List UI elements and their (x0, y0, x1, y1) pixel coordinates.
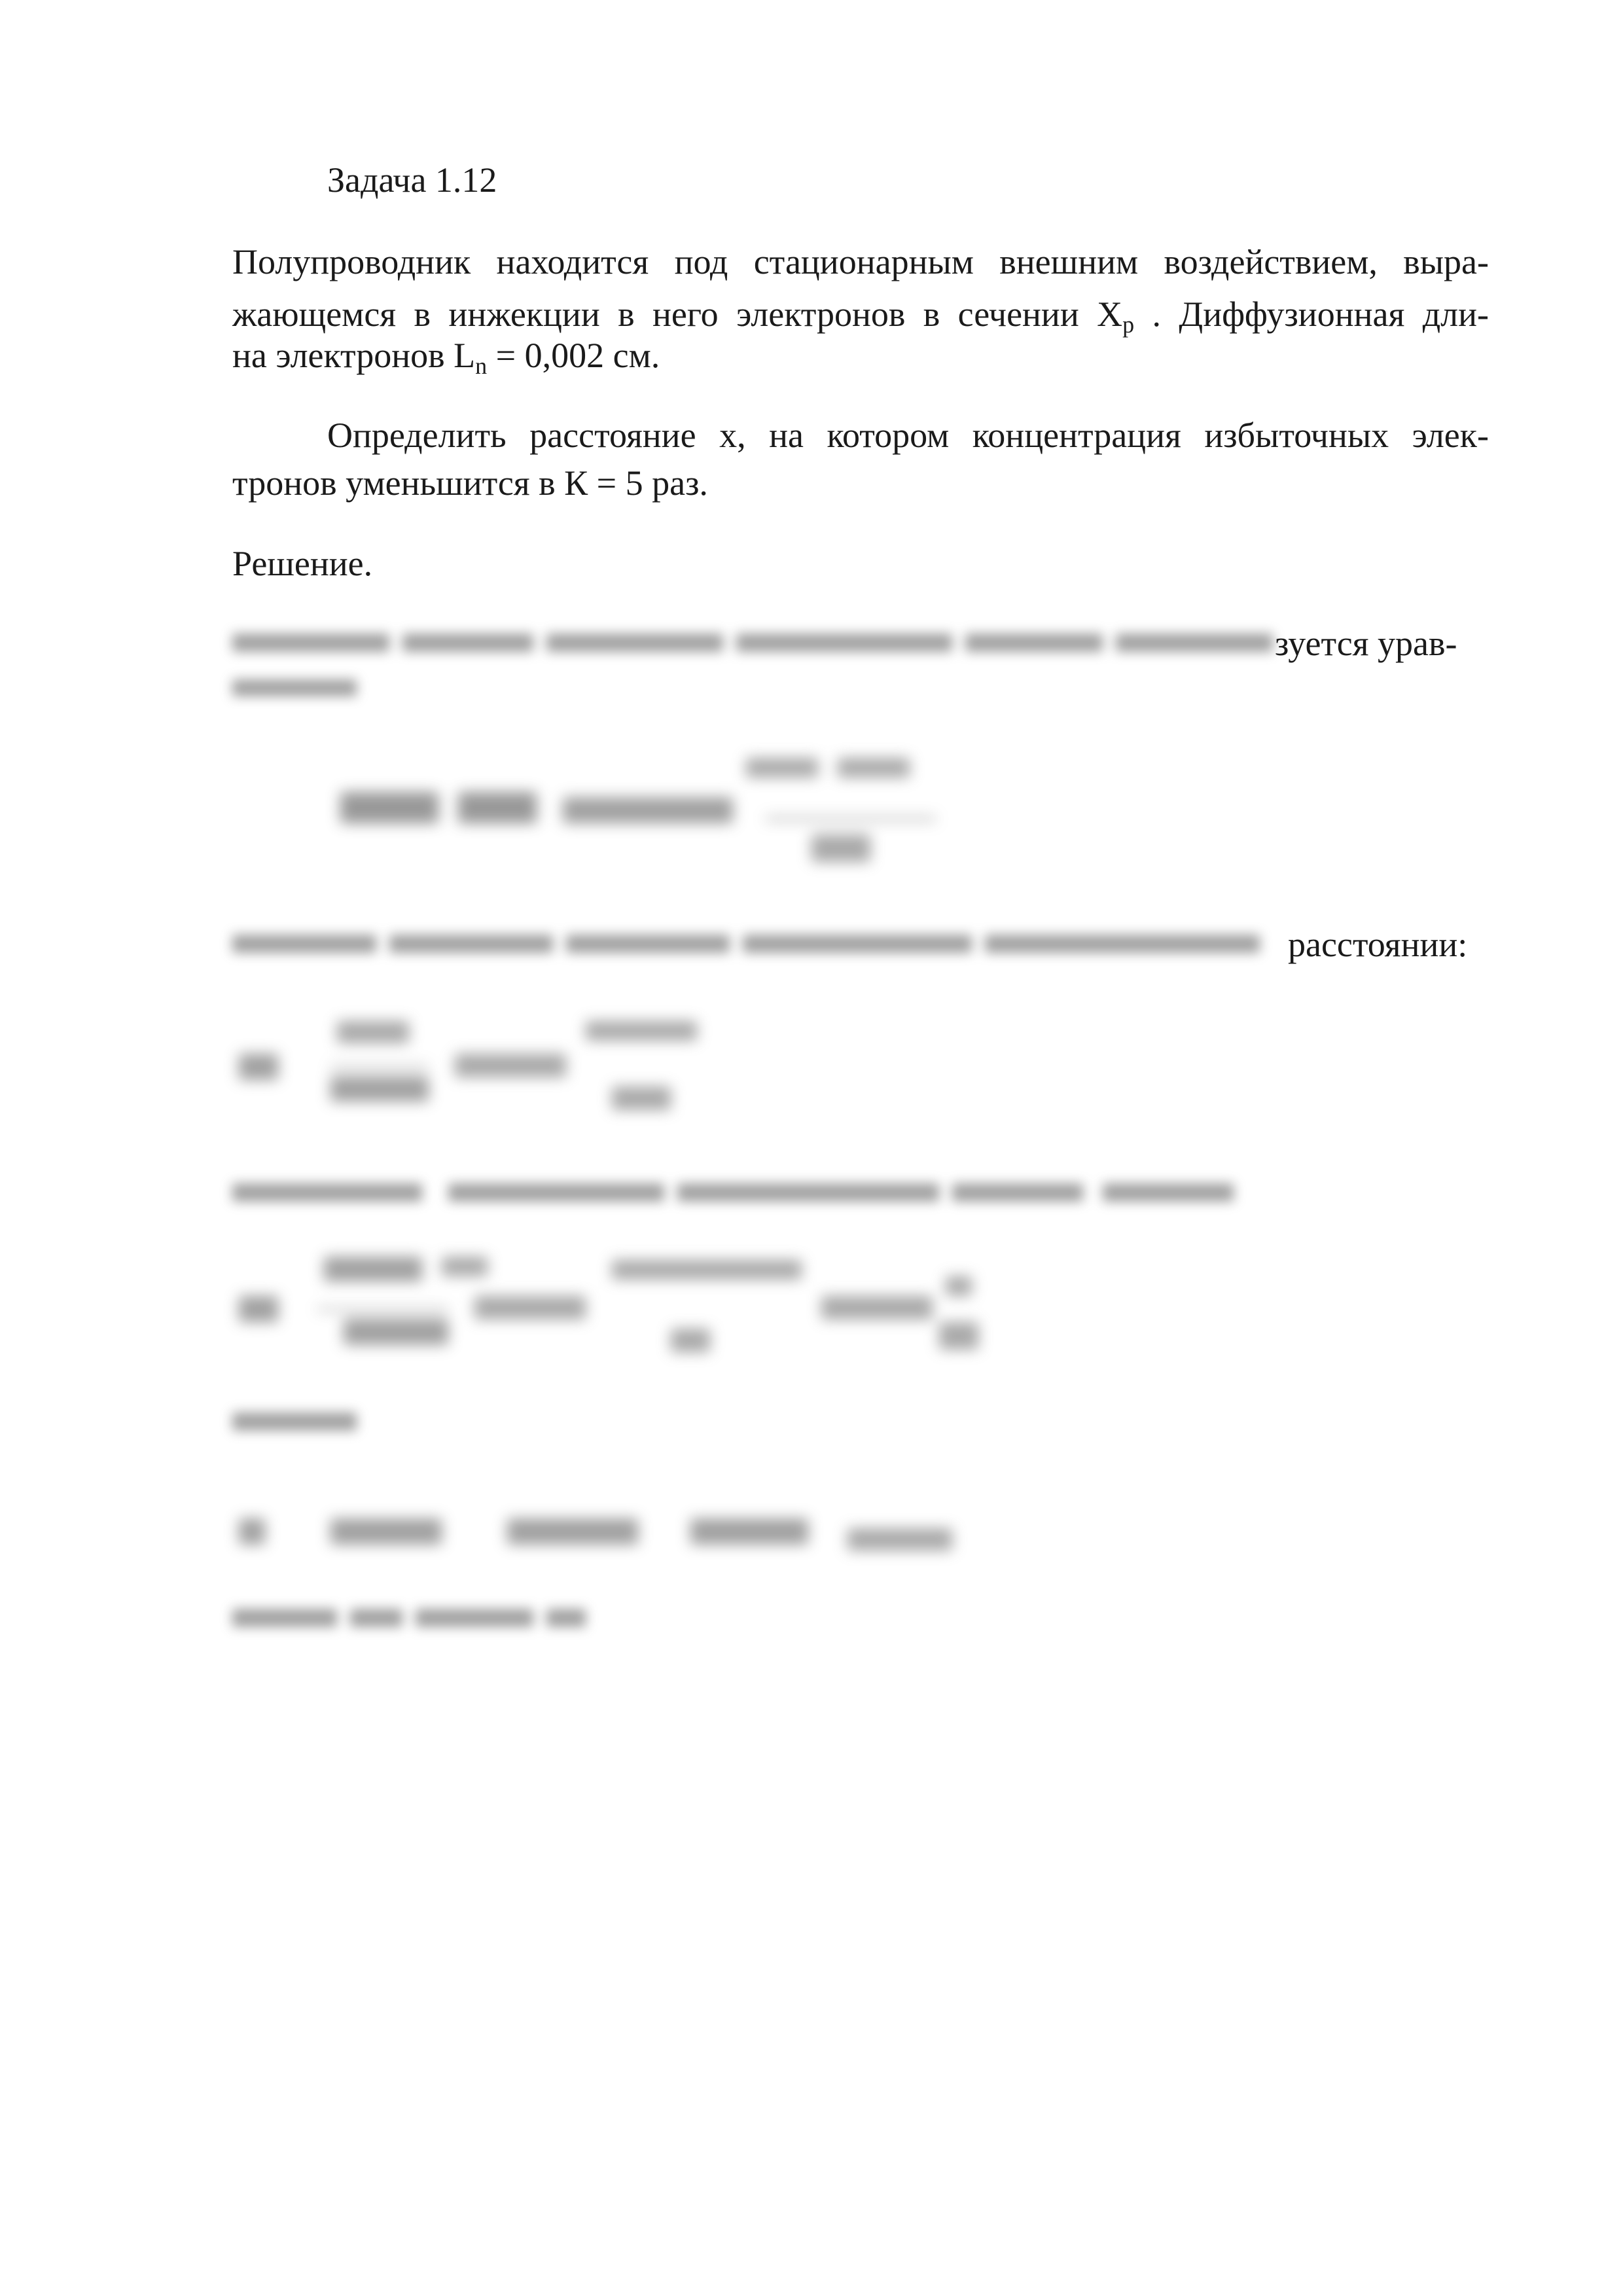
blurred-text-placeholder (232, 622, 1273, 661)
blurred-formula-placeholder (232, 1237, 1018, 1368)
problem-line-2: жающемся в инжекции в него электронов в сечении $X_p$ . Диффузионная дли- (232, 295, 1489, 338)
blurred-text-placeholder (232, 668, 363, 707)
blurred-text-line (232, 1597, 599, 1636)
blurred-formula-placeholder (340, 746, 962, 877)
question-line-1: Определить расстояние x, на котором концентрация избыточных элек- (327, 416, 1489, 455)
blurred-text-line (232, 923, 1279, 962)
blurred-formula (232, 1492, 1018, 1564)
solution-clear-tail-1: зуется урав- (1275, 624, 1457, 663)
problem-line-3: на электронов $L_n = 0,002$ см. (232, 336, 660, 379)
blurred-formula-placeholder (232, 1492, 1018, 1564)
blurred-formula-placeholder (232, 1001, 756, 1126)
blurred-text-line (232, 622, 1273, 661)
problem-title: Задача 1.12 (327, 160, 497, 200)
blurred-formula (340, 746, 962, 877)
blurred-formula (232, 1237, 1018, 1368)
blurred-text-placeholder (232, 1401, 376, 1440)
blurred-text-placeholder (232, 1172, 1253, 1211)
problem-line-1: Полупроводник находится под стационарным внешним воздействием, выра- (232, 242, 1489, 281)
blurred-text-line (232, 1172, 1253, 1211)
blurred-text-line (232, 668, 363, 707)
blurred-text-placeholder (232, 923, 1279, 962)
question-line-2: тронов уменьшится в К = 5 раз. (232, 463, 708, 503)
solution-clear-tail-2: расстоянии: (1288, 925, 1468, 964)
blurred-text-line (232, 1401, 376, 1440)
blurred-text-placeholder (232, 1597, 599, 1636)
blurred-formula (232, 1001, 756, 1126)
solution-label: Решение. (232, 544, 373, 583)
